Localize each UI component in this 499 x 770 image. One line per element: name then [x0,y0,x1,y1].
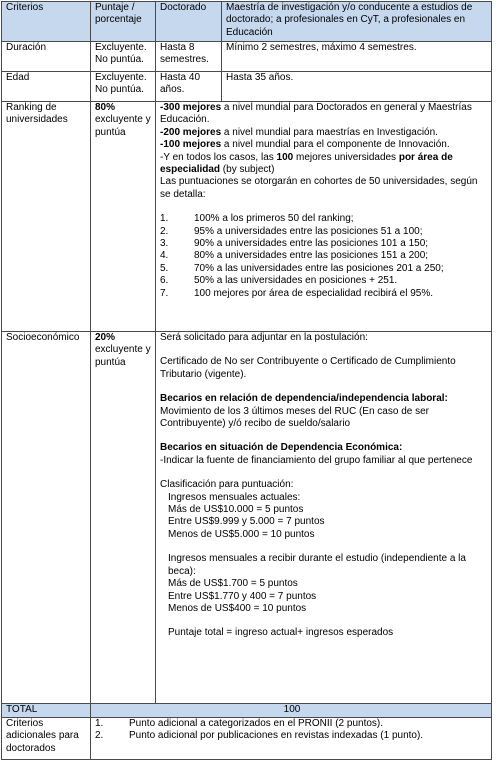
ranking-line-4 [160,152,489,177]
adicionales-list [95,718,489,743]
actuales-heading: Ingresos mensuales actuales: [168,491,301,503]
item-number: 7. [160,287,169,299]
header-doctorado: Doctorado [156,2,222,42]
row-total [2,704,492,718]
item-text: 100 mejores por área de especialidad recibirá el 95%. [194,287,434,299]
ranking-l4-d: por área de especialidad [160,151,453,176]
ranking-l3-bold: -100 mejores [160,139,222,151]
becarios2-heading: Becarios en situación de Dependencia Económica: [160,442,403,454]
header-puntaje: Puntaje / porcentaje [91,2,156,42]
actuales-item: Menos de US$5.000 = 10 puntos [168,528,315,540]
ranking-l4-c: mejores universidades [293,151,399,163]
list-item [160,275,489,287]
recibir-item: Entre US$1.770 y 400 = 7 puntos [168,590,317,602]
ranking-l3-text: a nivel mundial para el componente de Innovación. [221,139,450,151]
recibir-item: Más de US$1.700 = 5 puntos [168,578,298,590]
socio-label: Socioeconómico [2,332,91,704]
row-edad [2,72,492,102]
socio-pct-text: excluyente y puntúa [95,344,151,368]
ranking-l1-text: a nivel mundial para Doctorados en general y Maestrías Educación. [160,102,472,126]
row-duracion [2,42,492,72]
edad-label: Edad [2,72,91,102]
ranking-detail [156,102,492,332]
actuales-item: Entre US$9.999 y 5.000 = 7 puntos [168,516,325,528]
list-item [95,730,489,742]
clasificacion: Clasificación para puntuación: [160,479,294,491]
ranking-l2-bold: -200 mejores [160,126,222,138]
total-formula: Puntaje total = ingreso actual+ ingresos esperados [168,627,394,639]
item-number: 1. [160,213,169,225]
ranking-line-1 [160,102,489,127]
ingresos-actuales [160,492,489,542]
row-adicionales [2,718,492,760]
list-item [160,288,489,300]
duracion-label: Duración [2,42,91,72]
item-text: Punto adicional por publicaciones en revistas indexadas (1 punto). [129,730,424,742]
ranking-line-3 [160,139,489,151]
list-item [95,718,489,730]
ranking-l4-e: (by subject) [220,164,275,176]
ranking-l1-bold: -300 mejores [160,102,222,113]
actuales-item: Más de US$10.000 = 5 puntos [168,504,304,516]
ranking-pct: 80% [95,102,116,113]
list-item [160,250,489,262]
ranking-list [160,213,489,300]
criteria-table [1,1,492,760]
list-item [160,263,489,275]
adicionales-detail [91,718,492,760]
duracion-puntaje: Excluyente. No puntúa. [91,42,156,72]
item-text: 95% a universidades entre las posiciones 51 a 100; [194,225,423,237]
ranking-pct-text: excluyente y puntúa [95,114,151,138]
socio-pct: 20% [95,332,116,343]
header-row [2,2,492,42]
header-criterios: Criterios [2,2,91,42]
recibir-heading: Ingresos mensuales a recibir durante el estudio (independiente a la beca): [168,553,466,577]
total-value: 100 [91,704,492,718]
ranking-line-2 [160,127,489,139]
item-text: 100% a los primeros 50 del ranking; [194,213,354,225]
edad-doctorado: Hasta 40 años. [156,72,222,102]
item-text: 80% a universidades entre las posiciones 151 a 200; [194,250,429,262]
item-text: Punto adicional a categorizados en el PRONII (2 puntos). [129,718,384,729]
list-item [160,226,489,238]
list-item [160,213,489,225]
ranking-l4-b: 100 [276,151,294,163]
socio-intro: Será solicitado para adjuntar en la postulación: [160,332,368,343]
duracion-doctorado: Hasta 8 semestres. [156,42,222,72]
ingresos-recibir [160,553,489,639]
duracion-maestria: Mínimo 2 semestres, máximo 4 semestres. [222,42,492,72]
ranking-puntaje [91,102,156,332]
total-label: TOTAL [2,704,91,718]
socio-detail [156,332,492,704]
list-item [160,238,489,250]
ranking-label: Ranking de universidades [2,102,91,332]
becarios1-text: Movimiento de los 3 últimos meses del RUC (En caso de ser Contribuyente) y/ó recibo de sueldo/salario [160,405,429,430]
row-socioeconomico [2,332,492,704]
item-text: 70% a las universidades entre las posiciones 201 a 250; [194,262,444,274]
becarios2-text: -Indicar la fuente de financiamiento del grupo familiar al que pertenece [160,454,473,466]
adicionales-label: Criterios adicionales para doctorados [2,718,91,760]
ranking-cohortes: Las puntuaciones se otorgarán en cohortes de 50 universidades, según se detalla: [160,176,478,200]
edad-maestria: Hasta 35 años. [222,72,492,102]
ranking-l2-text: a nivel mundial para maestrías en Investigación. [221,126,438,138]
becarios1-heading: Becarios en relación de dependencia/independencia laboral: [160,393,448,405]
socio-puntaje [91,332,156,704]
row-ranking [2,102,492,332]
item-number: 5. [160,262,169,274]
item-number: 3. [160,238,169,250]
item-number: 4. [160,250,169,262]
item-number: 1. [95,718,104,729]
header-maestria: Maestría de investigación y/o conducente a estudios de doctorado; a profesionales en CyT, a profesionales en Educación [222,2,492,42]
edad-puntaje: Excluyente. No puntúa. [91,72,156,102]
item-number: 6. [160,275,169,287]
socio-cert: Certificado de No ser Contribuyente o Certificado de Cumplimiento Tributario (vigente). [160,356,456,380]
item-text: 90% a universidades entre las posiciones 101 a 150; [194,238,429,250]
recibir-item: Menos de US$400 = 10 puntos [168,602,307,614]
item-number: 2. [160,225,169,237]
item-text: 50% a las universidades en posiciones + 251. [194,275,398,287]
ranking-l4-a: -Y en todos los casos, las [160,151,277,163]
item-number: 2. [95,730,104,742]
